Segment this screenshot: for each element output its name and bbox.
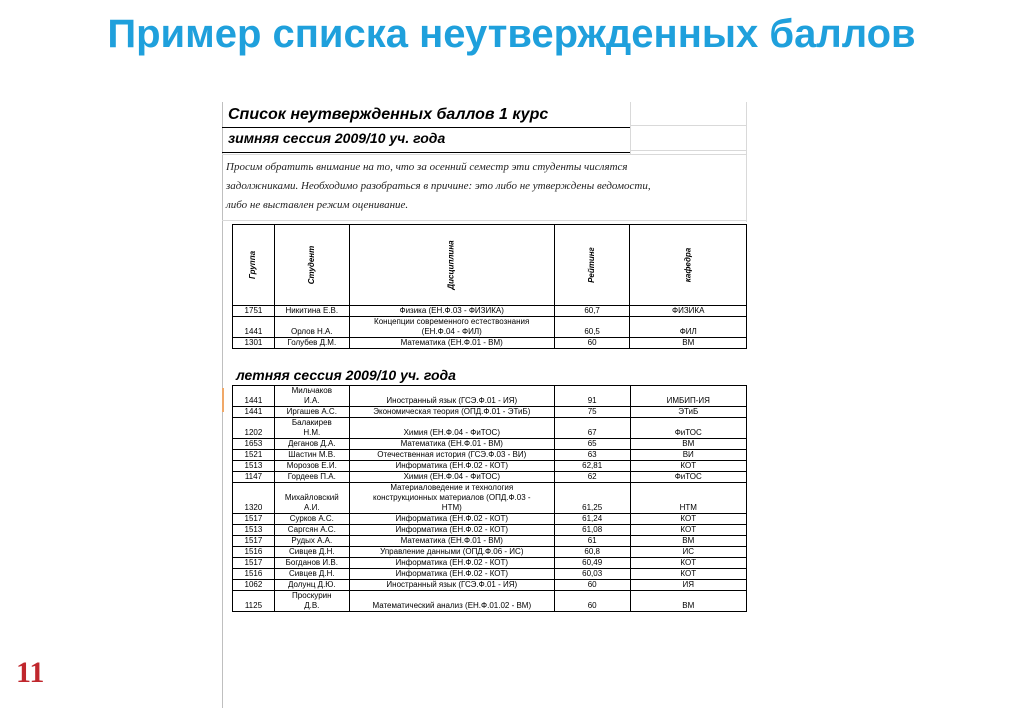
cell-dept: КОТ bbox=[630, 461, 747, 472]
cell-discipline-line: Математика (ЕН.Ф.01 - ВМ) bbox=[400, 338, 503, 347]
cell-rating: 60 bbox=[554, 580, 630, 591]
table-row bbox=[233, 580, 747, 591]
cell-student-line: Гордеев П.А. bbox=[287, 472, 336, 481]
table-row bbox=[233, 418, 747, 439]
cell-discipline bbox=[349, 525, 554, 536]
cell-discipline-line: (ЕН.Ф.04 - ФИЛ) bbox=[421, 327, 482, 336]
cell-discipline bbox=[349, 386, 554, 407]
cell-discipline-line: Математический анализ (ЕН.Ф.01.02 - ВМ) bbox=[372, 601, 532, 610]
cell-group: 1441 bbox=[233, 407, 275, 418]
header-rating: Рейтинг bbox=[554, 225, 630, 306]
cell-student bbox=[274, 418, 349, 439]
cell-discipline-line: Математика (ЕН.Ф.01 - ВМ) bbox=[400, 536, 503, 545]
cell-discipline-line: Математика (ЕН.Ф.01 - ВМ) bbox=[400, 439, 503, 448]
cell-dept: НТМ bbox=[630, 483, 747, 514]
winter-table bbox=[232, 224, 747, 349]
table-row bbox=[233, 450, 747, 461]
cell-student-line: Сивцев Д.Н. bbox=[289, 569, 335, 578]
cell-dept: КОТ bbox=[630, 558, 747, 569]
cell-student bbox=[274, 525, 349, 536]
cell-dept: ВМ bbox=[630, 536, 747, 547]
cell-discipline bbox=[349, 317, 554, 338]
cell-discipline bbox=[349, 338, 554, 349]
cell-student-line: Михайловский bbox=[284, 493, 339, 502]
cell-discipline bbox=[349, 569, 554, 580]
cell-rating: 75 bbox=[554, 407, 630, 418]
cell-student bbox=[274, 450, 349, 461]
cell-dept: ИМБИП-ИЯ bbox=[630, 386, 747, 407]
cell-discipline bbox=[349, 450, 554, 461]
cell-student bbox=[274, 536, 349, 547]
table-row bbox=[233, 558, 747, 569]
cell-dept: КОТ bbox=[630, 525, 747, 536]
cell-discipline-line: Информатика (ЕН.Ф.02 - КОТ) bbox=[395, 525, 509, 534]
cell-student-line: Н.М. bbox=[303, 428, 321, 437]
summer-table bbox=[232, 385, 747, 612]
cell-rating: 91 bbox=[554, 386, 630, 407]
cell-group: 1517 bbox=[233, 514, 275, 525]
cell-group: 1516 bbox=[233, 547, 275, 558]
table-row bbox=[233, 472, 747, 483]
cell-rating: 62 bbox=[554, 472, 630, 483]
cell-student-line: Иргашев А.С. bbox=[286, 407, 337, 416]
cell-dept: ФиТОС bbox=[630, 472, 747, 483]
cell-student-line: Саргсян А.С. bbox=[287, 525, 336, 534]
cell-dept: ВМ bbox=[630, 338, 747, 349]
cell-student bbox=[274, 407, 349, 418]
cell-group: 1125 bbox=[233, 591, 275, 612]
table-row bbox=[233, 536, 747, 547]
cell-discipline-line: Иностранный язык (ГСЭ.Ф.01 - ИЯ) bbox=[386, 580, 518, 589]
cell-student-line: Д.В. bbox=[304, 601, 320, 610]
cell-rating: 63 bbox=[554, 450, 630, 461]
cell-group: 1441 bbox=[233, 386, 275, 407]
table-row bbox=[233, 461, 747, 472]
cell-discipline-line: Информатика (ЕН.Ф.02 - КОТ) bbox=[395, 461, 509, 470]
cell-student-line: И.А. bbox=[304, 396, 320, 405]
cell-rating: 61,08 bbox=[554, 525, 630, 536]
header-group: Группа bbox=[233, 225, 275, 306]
header-row bbox=[233, 225, 747, 306]
cell-rating: 61,25 bbox=[554, 483, 630, 514]
cell-rating: 60,49 bbox=[554, 558, 630, 569]
cell-group: 1301 bbox=[233, 338, 275, 349]
cell-rating: 67 bbox=[554, 418, 630, 439]
cell-student bbox=[274, 558, 349, 569]
slide-title: Пример списка неутвержденных баллов bbox=[107, 12, 916, 56]
cell-dept: ФиТОС bbox=[630, 418, 747, 439]
cell-student-line: Балакирев bbox=[291, 418, 332, 427]
cell-rating: 60,8 bbox=[554, 547, 630, 558]
cell-student bbox=[274, 514, 349, 525]
cell-rating: 62,81 bbox=[554, 461, 630, 472]
cell-rating: 60 bbox=[554, 338, 630, 349]
cell-rating: 61 bbox=[554, 536, 630, 547]
cell-dept: ИС bbox=[630, 547, 747, 558]
sheet-title: Список неутвержденных баллов 1 курс bbox=[228, 106, 549, 123]
sheet-subtitle: зимняя сессия 2009/10 уч. года bbox=[228, 130, 446, 146]
cell-discipline-line: Информатика (ЕН.Ф.02 - КОТ) bbox=[395, 569, 509, 578]
cell-dept: ФИЛ bbox=[630, 317, 747, 338]
table-row bbox=[233, 386, 747, 407]
header-discipline: Дисциплина bbox=[349, 225, 554, 306]
table-row bbox=[233, 514, 747, 525]
cell-discipline bbox=[349, 514, 554, 525]
cell-discipline bbox=[349, 591, 554, 612]
summer-section-heading: летняя сессия 2009/10 уч. года bbox=[236, 367, 456, 383]
cell-dept: ИЯ bbox=[630, 580, 747, 591]
note-line: Просим обратить внимание на то, что за осенний семестр эти студенты числятся bbox=[226, 161, 628, 173]
note-line: задолжниками. Необходимо разобраться в причине: это либо не утверждены ведомости, bbox=[226, 180, 651, 192]
cell-discipline bbox=[349, 558, 554, 569]
cell-student bbox=[274, 306, 349, 317]
cell-student bbox=[274, 338, 349, 349]
cell-group: 1516 bbox=[233, 569, 275, 580]
cell-student bbox=[274, 472, 349, 483]
cell-group: 1441 bbox=[233, 317, 275, 338]
cell-dept: ФИЗИКА bbox=[630, 306, 747, 317]
cell-student bbox=[274, 591, 349, 612]
table-row bbox=[233, 338, 747, 349]
cell-rating: 60,5 bbox=[554, 317, 630, 338]
table-row bbox=[233, 547, 747, 558]
cell-dept: КОТ bbox=[630, 569, 747, 580]
table-row bbox=[233, 317, 747, 338]
cell-discipline bbox=[349, 536, 554, 547]
cell-student-line: Голубев Д.М. bbox=[287, 338, 337, 347]
table-row bbox=[233, 439, 747, 450]
cell-student-line: Мильчаков bbox=[291, 386, 332, 395]
cell-group: 1653 bbox=[233, 439, 275, 450]
cell-discipline bbox=[349, 407, 554, 418]
cell-student-line: Шастин М.В. bbox=[288, 450, 336, 459]
cell-student bbox=[274, 483, 349, 514]
cell-dept: ВИ bbox=[630, 450, 747, 461]
cell-discipline-line: Управление данными (ОПД.Ф.06 - ИС) bbox=[380, 547, 524, 556]
cell-student-line: А.И. bbox=[304, 503, 320, 512]
cell-group: 1517 bbox=[233, 558, 275, 569]
cell-student bbox=[274, 386, 349, 407]
cell-rating: 60,03 bbox=[554, 569, 630, 580]
table-row bbox=[233, 569, 747, 580]
cell-rating: 61,24 bbox=[554, 514, 630, 525]
cell-dept: ВМ bbox=[630, 439, 747, 450]
cell-discipline bbox=[349, 472, 554, 483]
cell-student-line: Сурков А.С. bbox=[289, 514, 334, 523]
cell-dept: ВМ bbox=[630, 591, 747, 612]
cell-discipline bbox=[349, 547, 554, 558]
cell-discipline bbox=[349, 483, 554, 514]
cell-group: 1521 bbox=[233, 450, 275, 461]
cell-discipline-line: Иностранный язык (ГСЭ.Ф.01 - ИЯ) bbox=[386, 396, 518, 405]
cell-group: 1513 bbox=[233, 461, 275, 472]
cell-group: 1147 bbox=[233, 472, 275, 483]
spreadsheet-image bbox=[222, 102, 747, 708]
cell-discipline-line: Экономическая теория (ОПД.Ф.01 - ЭТиБ) bbox=[373, 407, 531, 416]
cell-discipline-line: Химия (ЕН.Ф.04 - ФиТОС) bbox=[403, 428, 500, 437]
cell-student-line: Орлов Н.А. bbox=[290, 327, 333, 336]
table-row bbox=[233, 525, 747, 536]
cell-student bbox=[274, 439, 349, 450]
cell-discipline-line: НТМ) bbox=[441, 503, 462, 512]
cell-discipline-line: Физика (ЕН.Ф.03 - ФИЗИКА) bbox=[399, 306, 504, 315]
cell-student-line: Рудых А.А. bbox=[291, 536, 333, 545]
table-row bbox=[233, 407, 747, 418]
cell-discipline bbox=[349, 461, 554, 472]
cell-group: 1320 bbox=[233, 483, 275, 514]
cell-discipline-line: Концепции современного естествознания bbox=[374, 317, 530, 326]
cell-student bbox=[274, 569, 349, 580]
cell-student-line: Проскурин bbox=[292, 591, 332, 600]
table-row bbox=[233, 483, 747, 514]
cell-student bbox=[274, 547, 349, 558]
cell-student-line: Сивцев Д.Н. bbox=[289, 547, 335, 556]
cell-rating: 60,7 bbox=[554, 306, 630, 317]
cell-student bbox=[274, 461, 349, 472]
cell-student-line: Долунц Д.Ю. bbox=[287, 580, 336, 589]
cell-discipline-line: Химия (ЕН.Ф.04 - ФиТОС) bbox=[403, 472, 500, 481]
cell-group: 1517 bbox=[233, 536, 275, 547]
cell-group: 1062 bbox=[233, 580, 275, 591]
cell-student-line: Морозов Е.И. bbox=[286, 461, 337, 470]
cell-discipline-line: Информатика (ЕН.Ф.02 - КОТ) bbox=[395, 558, 509, 567]
cell-discipline-line: Материаловедение и технология bbox=[390, 483, 514, 492]
cell-discipline-line: конструкционных материалов (ОПД.Ф.03 - bbox=[373, 493, 531, 502]
cell-student bbox=[274, 580, 349, 591]
cell-student bbox=[274, 317, 349, 338]
cell-rating: 60 bbox=[554, 591, 630, 612]
header-dept: кафедра bbox=[630, 225, 747, 306]
table-row bbox=[233, 306, 747, 317]
page-number: 11 bbox=[16, 656, 45, 689]
cell-discipline bbox=[349, 580, 554, 591]
cell-dept: ЭТиБ bbox=[630, 407, 747, 418]
cell-student-line: Никитина Е.В. bbox=[285, 306, 339, 315]
cell-discipline bbox=[349, 306, 554, 317]
cell-dept: КОТ bbox=[630, 514, 747, 525]
header-student: Студент bbox=[274, 225, 349, 306]
note-line: либо не выставлен режим оценивание. bbox=[226, 199, 409, 211]
cell-student-line: Богданов И.В. bbox=[285, 558, 338, 567]
cell-group: 1751 bbox=[233, 306, 275, 317]
cell-discipline-line: Информатика (ЕН.Ф.02 - КОТ) bbox=[395, 514, 509, 523]
table-row bbox=[233, 591, 747, 612]
cell-rating: 65 bbox=[554, 439, 630, 450]
cell-group: 1513 bbox=[233, 525, 275, 536]
cell-student-line: Деганов Д.А. bbox=[287, 439, 336, 448]
cell-discipline-line: Отечественная история (ГСЭ.Ф.03 - ВИ) bbox=[377, 450, 527, 459]
cell-discipline bbox=[349, 418, 554, 439]
cell-discipline bbox=[349, 439, 554, 450]
cell-group: 1202 bbox=[233, 418, 275, 439]
sheet-note bbox=[226, 158, 744, 215]
